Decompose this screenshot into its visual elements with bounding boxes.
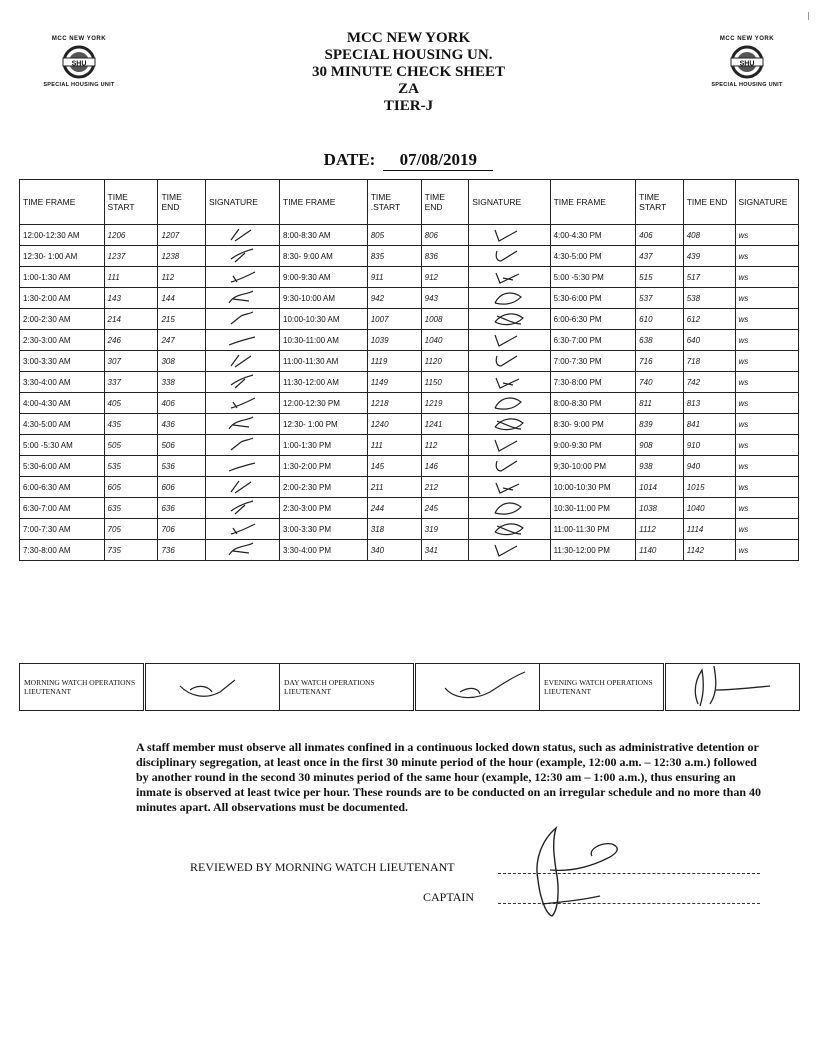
- time-start-cell: 1112: [636, 519, 684, 540]
- handwritten-signature-icon: [491, 520, 527, 538]
- time-end-cell: 841: [683, 414, 735, 435]
- time-start-cell: 437: [636, 246, 684, 267]
- header-line2: SPECIAL HOUSING UN.: [324, 47, 493, 63]
- handwritten-signature-icon: [225, 478, 261, 496]
- signature-cell: ws: [735, 225, 798, 246]
- time-start-cell: 307: [104, 351, 158, 372]
- time-end-cell: 1150: [421, 372, 469, 393]
- time-end-cell: 439: [683, 246, 735, 267]
- signature-cell: [206, 540, 280, 561]
- page-header: [0, 30, 817, 115]
- signature-cell: [469, 288, 550, 309]
- time-start-cell: 638: [636, 330, 684, 351]
- handwritten-signature-icon: [491, 247, 527, 265]
- time-end-cell: 836: [421, 246, 469, 267]
- time-end-cell: 144: [158, 288, 206, 309]
- time-frame-cell: 6:00-6:30 PM: [550, 309, 636, 330]
- signature-cell: [469, 519, 550, 540]
- time-start-cell: 1038: [636, 498, 684, 519]
- table-row: [20, 330, 799, 351]
- col-time-frame: TIME FRAME: [280, 180, 368, 225]
- time-frame-cell: 3:30-4:00 PM: [280, 540, 368, 561]
- time-end-cell: 517: [683, 267, 735, 288]
- time-end-cell: 742: [683, 372, 735, 393]
- time-start-cell: 1119: [367, 351, 421, 372]
- signature-cell: [469, 267, 550, 288]
- time-end-cell: 1142: [683, 540, 735, 561]
- time-end-cell: 813: [683, 393, 735, 414]
- handwritten-signature-icon: [225, 331, 261, 349]
- handwritten-signature-icon: [225, 436, 261, 454]
- time-start-cell: 246: [104, 330, 158, 351]
- time-frame-cell: 10:00-10:30 PM: [550, 477, 636, 498]
- time-start-cell: 340: [367, 540, 421, 561]
- captain-signature-icon: [512, 820, 632, 920]
- time-end-cell: 1120: [421, 351, 469, 372]
- time-frame-cell: 2:30-3:00 AM: [20, 330, 105, 351]
- time-frame-cell: 6:30-7:00 PM: [550, 330, 636, 351]
- time-frame-cell: 3:00-3:30 AM: [20, 351, 105, 372]
- time-start-cell: 505: [104, 435, 158, 456]
- evening-watch-signature: [665, 664, 800, 711]
- time-start-cell: 111: [104, 267, 158, 288]
- signature-cell: [206, 498, 280, 519]
- time-frame-cell: 4:00-4:30 AM: [20, 393, 105, 414]
- signature-cell: ws: [735, 540, 798, 561]
- time-start-cell: 145: [367, 456, 421, 477]
- time-start-cell: 635: [104, 498, 158, 519]
- time-start-cell: 908: [636, 435, 684, 456]
- time-start-cell: 938: [636, 456, 684, 477]
- time-end-cell: 215: [158, 309, 206, 330]
- handwritten-signature-icon: [225, 226, 261, 244]
- table-row: [20, 519, 799, 540]
- handwritten-signature-icon: [150, 666, 270, 706]
- handwritten-signature-icon: [225, 499, 261, 517]
- time-start-cell: 1039: [367, 330, 421, 351]
- seal-text: SHU: [71, 60, 87, 68]
- time-frame-cell: 12:00-12:30 PM: [280, 393, 368, 414]
- time-start-cell: 1140: [636, 540, 684, 561]
- time-end-cell: 308: [158, 351, 206, 372]
- time-end-cell: 1040: [421, 330, 469, 351]
- time-end-cell: 112: [421, 435, 469, 456]
- seal-text: SHU: [739, 60, 755, 68]
- time-frame-cell: 7:30-8:00 AM: [20, 540, 105, 561]
- date-value: 07/08/2019: [383, 150, 493, 171]
- policy-paragraph: A staff member must observe all inmates confined in a continuous locked down status, such as administrative detention or disciplinary segregation, at least once in the first 30 minute period of the hour (example, 12:00 a.m. – 12:30 a.m.) followed by another round in the second 30 minutes period of the same hour (example, 12:30 am – 1:00 a.m.), thus ensuring an inmate is observed at least twice per hour. These rounds are to be conducted on an irregular schedule and no more than 40 minutes apart. All observations must be documented.: [136, 740, 762, 814]
- col-time-start: TIME START: [104, 180, 158, 225]
- signature-cell: ws: [735, 267, 798, 288]
- time-start-cell: 835: [367, 246, 421, 267]
- table-row: [20, 435, 799, 456]
- signature-cell: [206, 246, 280, 267]
- signature-cell: ws: [735, 393, 798, 414]
- table-row: [20, 393, 799, 414]
- handwritten-signature-icon: [225, 541, 261, 559]
- col-time-frame: TIME FRAME: [20, 180, 105, 225]
- time-start-cell: 435: [104, 414, 158, 435]
- time-start-cell: 211: [367, 477, 421, 498]
- signature-cell: [206, 267, 280, 288]
- time-end-cell: 538: [683, 288, 735, 309]
- time-frame-cell: 6:30-7:00 AM: [20, 498, 105, 519]
- time-end-cell: 943: [421, 288, 469, 309]
- captain-label: CAPTAIN: [423, 890, 475, 904]
- signature-cell: [469, 330, 550, 351]
- time-start-cell: 911: [367, 267, 421, 288]
- time-frame-cell: 8:30- 9:00 PM: [550, 414, 636, 435]
- header-line1: MCC NEW YORK: [346, 30, 471, 46]
- time-frame-cell: 4:00-4:30 PM: [550, 225, 636, 246]
- time-frame-cell: 11:00-11:30 PM: [550, 519, 636, 540]
- col-time-end: TIME END: [683, 180, 735, 225]
- time-frame-cell: 1:00-1:30 AM: [20, 267, 105, 288]
- header-line4: ZA: [398, 81, 419, 97]
- time-frame-cell: 8:30- 9:00 AM: [280, 246, 368, 267]
- time-start-cell: 1014: [636, 477, 684, 498]
- handwritten-signature-icon: [225, 247, 261, 265]
- time-end-cell: 718: [683, 351, 735, 372]
- check-log-table: [19, 179, 799, 561]
- signature-cell: [469, 372, 550, 393]
- signature-cell: [206, 330, 280, 351]
- watch-lieutenant-table: [19, 663, 800, 711]
- time-frame-cell: 3:00-3:30 PM: [280, 519, 368, 540]
- logo-bottom-text: SPECIAL HOUSING UNIT: [43, 82, 115, 88]
- signature-cell: [206, 393, 280, 414]
- time-frame-cell: 6:00-6:30 AM: [20, 477, 105, 498]
- handwritten-signature-icon: [491, 268, 527, 286]
- day-watch-label: DAY WATCH OPERATIONS LIEUTENANT: [280, 664, 415, 711]
- signature-cell: ws: [735, 351, 798, 372]
- time-frame-cell: 9:00-9:30 AM: [280, 267, 368, 288]
- signature-cell: [469, 435, 550, 456]
- signature-cell: [469, 225, 550, 246]
- table-header-row: [20, 180, 799, 225]
- time-frame-cell: 4:30-5:00 PM: [550, 246, 636, 267]
- time-end-cell: 1207: [158, 225, 206, 246]
- time-end-cell: 506: [158, 435, 206, 456]
- time-frame-cell: 9:00-9:30 PM: [550, 435, 636, 456]
- time-end-cell: 338: [158, 372, 206, 393]
- time-end-cell: 912: [421, 267, 469, 288]
- handwritten-signature-icon: [491, 289, 527, 307]
- handwritten-signature-icon: [491, 457, 527, 475]
- time-end-cell: 910: [683, 435, 735, 456]
- time-frame-cell: 11:30-12:00 AM: [280, 372, 368, 393]
- time-frame-cell: 8:00-8:30 PM: [550, 393, 636, 414]
- table-row: [20, 288, 799, 309]
- time-frame-cell: 1:30-2:00 PM: [280, 456, 368, 477]
- signature-cell: [469, 477, 550, 498]
- morning-watch-label: MORNING WATCH OPERATIONS LIEUTENANT: [20, 664, 145, 711]
- date-row: [0, 150, 817, 171]
- handwritten-signature-icon: [225, 520, 261, 538]
- handwritten-signature-icon: [491, 331, 527, 349]
- handwritten-signature-icon: [491, 541, 527, 559]
- time-start-cell: 515: [636, 267, 684, 288]
- signature-cell: [469, 456, 550, 477]
- time-end-cell: 408: [683, 225, 735, 246]
- time-start-cell: 811: [636, 393, 684, 414]
- time-start-cell: 537: [636, 288, 684, 309]
- signature-cell: ws: [735, 498, 798, 519]
- signature-cell: [206, 309, 280, 330]
- time-end-cell: 636: [158, 498, 206, 519]
- handwritten-signature-icon: [491, 352, 527, 370]
- handwritten-signature-icon: [491, 478, 527, 496]
- time-start-cell: 605: [104, 477, 158, 498]
- time-start-cell: 839: [636, 414, 684, 435]
- time-frame-cell: 2:00-2:30 PM: [280, 477, 368, 498]
- handwritten-signature-icon: [225, 373, 261, 391]
- time-end-cell: 319: [421, 519, 469, 540]
- time-start-cell: 1007: [367, 309, 421, 330]
- time-frame-cell: 12:00-12:30 AM: [20, 225, 105, 246]
- time-frame-cell: 7:00-7:30 AM: [20, 519, 105, 540]
- table-row: [20, 540, 799, 561]
- table-row: [20, 498, 799, 519]
- time-end-cell: 245: [421, 498, 469, 519]
- signature-cell: [206, 225, 280, 246]
- header-line3: 30 MINUTE CHECK SHEET: [312, 64, 505, 80]
- signature-cell: ws: [735, 519, 798, 540]
- handwritten-signature-icon: [225, 394, 261, 412]
- time-end-cell: 1015: [683, 477, 735, 498]
- time-end-cell: 146: [421, 456, 469, 477]
- time-end-cell: 606: [158, 477, 206, 498]
- table-row: [20, 456, 799, 477]
- handwritten-signature-icon: [491, 499, 527, 517]
- signature-cell: ws: [735, 372, 798, 393]
- handwritten-signature-icon: [491, 373, 527, 391]
- time-frame-cell: 11:00-11:30 AM: [280, 351, 368, 372]
- handwritten-signature-icon: [225, 310, 261, 328]
- time-frame-cell: 5:30-6:00 AM: [20, 456, 105, 477]
- signature-cell: [206, 372, 280, 393]
- signature-cell: [206, 519, 280, 540]
- time-end-cell: 1241: [421, 414, 469, 435]
- col-time-end: TIME END: [158, 180, 206, 225]
- time-start-cell: 705: [104, 519, 158, 540]
- handwritten-signature-icon: [420, 666, 535, 706]
- handwritten-signature-icon: [491, 436, 527, 454]
- time-frame-cell: 5:00 -5:30 AM: [20, 435, 105, 456]
- time-frame-cell: 4:30-5:00 AM: [20, 414, 105, 435]
- col-time-end: TIME END: [421, 180, 469, 225]
- time-frame-cell: 1:00-1:30 PM: [280, 435, 368, 456]
- time-end-cell: 706: [158, 519, 206, 540]
- time-end-cell: 612: [683, 309, 735, 330]
- time-start-cell: 1206: [104, 225, 158, 246]
- col-time-start: TIME START: [636, 180, 684, 225]
- handwritten-signature-icon: [225, 289, 261, 307]
- table-row: [20, 414, 799, 435]
- time-frame-cell: 10:30-11:00 PM: [550, 498, 636, 519]
- time-frame-cell: 10:30-11:00 AM: [280, 330, 368, 351]
- signature-cell: [469, 498, 550, 519]
- time-end-cell: 341: [421, 540, 469, 561]
- signature-cell: [469, 309, 550, 330]
- time-start-cell: 214: [104, 309, 158, 330]
- handwritten-signature-icon: [225, 457, 261, 475]
- table-row: [20, 372, 799, 393]
- signature-cell: ws: [735, 435, 798, 456]
- table-row: [20, 246, 799, 267]
- time-start-cell: 337: [104, 372, 158, 393]
- time-start-cell: 535: [104, 456, 158, 477]
- signature-cell: ws: [735, 288, 798, 309]
- signature-cell: [206, 456, 280, 477]
- time-start-cell: 942: [367, 288, 421, 309]
- time-end-cell: 536: [158, 456, 206, 477]
- time-start-cell: 1218: [367, 393, 421, 414]
- signature-cell: [206, 477, 280, 498]
- handwritten-signature-icon: [225, 352, 261, 370]
- signature-cell: ws: [735, 246, 798, 267]
- table-row: [20, 267, 799, 288]
- evening-watch-label: EVENING WATCH OPERATIONS LIEUTENANT: [540, 664, 665, 711]
- signature-cell: [469, 351, 550, 372]
- time-start-cell: 406: [636, 225, 684, 246]
- time-start-cell: 805: [367, 225, 421, 246]
- time-end-cell: 406: [158, 393, 206, 414]
- col-signature: SIGNATURE: [469, 180, 550, 225]
- col-time-start: TIME .START: [367, 180, 421, 225]
- logo-top-text: MCC NEW YORK: [719, 36, 775, 42]
- morning-watch-signature: [145, 664, 280, 711]
- time-end-cell: 436: [158, 414, 206, 435]
- handwritten-signature-icon: [491, 226, 527, 244]
- signature-cell: [469, 414, 550, 435]
- time-start-cell: 318: [367, 519, 421, 540]
- time-end-cell: 112: [158, 267, 206, 288]
- time-end-cell: 736: [158, 540, 206, 561]
- handwritten-signature-icon: [225, 415, 261, 433]
- time-frame-cell: 7:30-8:00 PM: [550, 372, 636, 393]
- time-end-cell: 806: [421, 225, 469, 246]
- time-end-cell: 1219: [421, 393, 469, 414]
- time-frame-cell: 1:30-2:00 AM: [20, 288, 105, 309]
- time-frame-cell: 3:30-4:00 AM: [20, 372, 105, 393]
- time-frame-cell: 8:00-8:30 AM: [280, 225, 368, 246]
- time-start-cell: 1237: [104, 246, 158, 267]
- signature-cell: ws: [735, 309, 798, 330]
- day-watch-signature: [415, 664, 540, 711]
- handwritten-signature-icon: [225, 268, 261, 286]
- time-start-cell: 111: [367, 435, 421, 456]
- time-frame-cell: 5:30-6:00 PM: [550, 288, 636, 309]
- time-start-cell: 1149: [367, 372, 421, 393]
- time-frame-cell: 2:30-3:00 PM: [280, 498, 368, 519]
- signature-cell: [206, 351, 280, 372]
- handwritten-signature-icon: [491, 415, 527, 433]
- logo-bottom-text: SPECIAL HOUSING UNIT: [711, 82, 783, 88]
- table-row: [20, 477, 799, 498]
- signature-cell: ws: [735, 477, 798, 498]
- time-start-cell: 735: [104, 540, 158, 561]
- header-line5: TIER-J: [383, 98, 434, 114]
- signature-cell: ws: [735, 330, 798, 351]
- table-row: [20, 225, 799, 246]
- corner-mark: [808, 12, 809, 20]
- time-frame-cell: 9;30-10:00 PM: [550, 456, 636, 477]
- signature-cell: [469, 393, 550, 414]
- time-start-cell: 740: [636, 372, 684, 393]
- col-signature: SIGNATURE: [735, 180, 798, 225]
- signature-cell: ws: [735, 456, 798, 477]
- time-end-cell: 1008: [421, 309, 469, 330]
- time-end-cell: 1040: [683, 498, 735, 519]
- time-frame-cell: 7:00-7:30 PM: [550, 351, 636, 372]
- time-end-cell: 247: [158, 330, 206, 351]
- time-frame-cell: 2:00-2:30 AM: [20, 309, 105, 330]
- time-start-cell: 244: [367, 498, 421, 519]
- time-end-cell: 212: [421, 477, 469, 498]
- handwritten-signature-icon: [491, 394, 527, 412]
- table-row: [20, 309, 799, 330]
- time-end-cell: 940: [683, 456, 735, 477]
- time-frame-cell: 11:30-12:00 PM: [550, 540, 636, 561]
- table-row: [20, 351, 799, 372]
- time-frame-cell: 9:30-10:00 AM: [280, 288, 368, 309]
- time-end-cell: 640: [683, 330, 735, 351]
- time-frame-cell: 12:30- 1:00 PM: [280, 414, 368, 435]
- time-start-cell: 143: [104, 288, 158, 309]
- watch-row: [20, 664, 800, 711]
- signature-cell: [206, 288, 280, 309]
- handwritten-signature-icon: [670, 664, 795, 708]
- handwritten-signature-icon: [491, 310, 527, 328]
- time-frame-cell: 12:30- 1:00 AM: [20, 246, 105, 267]
- reviewed-by-label: REVIEWED BY MORNING WATCH LIEUTENANT: [190, 860, 455, 874]
- signature-cell: [206, 435, 280, 456]
- col-signature: SIGNATURE: [206, 180, 280, 225]
- signature-cell: [469, 246, 550, 267]
- time-start-cell: 716: [636, 351, 684, 372]
- signature-cell: [206, 414, 280, 435]
- time-start-cell: 1240: [367, 414, 421, 435]
- time-frame-cell: 5:00 -5:30 PM: [550, 267, 636, 288]
- signature-cell: [469, 540, 550, 561]
- col-time-frame: TIME FRAME: [550, 180, 636, 225]
- time-end-cell: 1238: [158, 246, 206, 267]
- time-start-cell: 610: [636, 309, 684, 330]
- time-end-cell: 1114: [683, 519, 735, 540]
- signature-cell: ws: [735, 414, 798, 435]
- logo-top-text: MCC NEW YORK: [51, 36, 107, 42]
- time-start-cell: 405: [104, 393, 158, 414]
- date-label: DATE:: [323, 150, 376, 169]
- time-frame-cell: 10:00-10:30 AM: [280, 309, 368, 330]
